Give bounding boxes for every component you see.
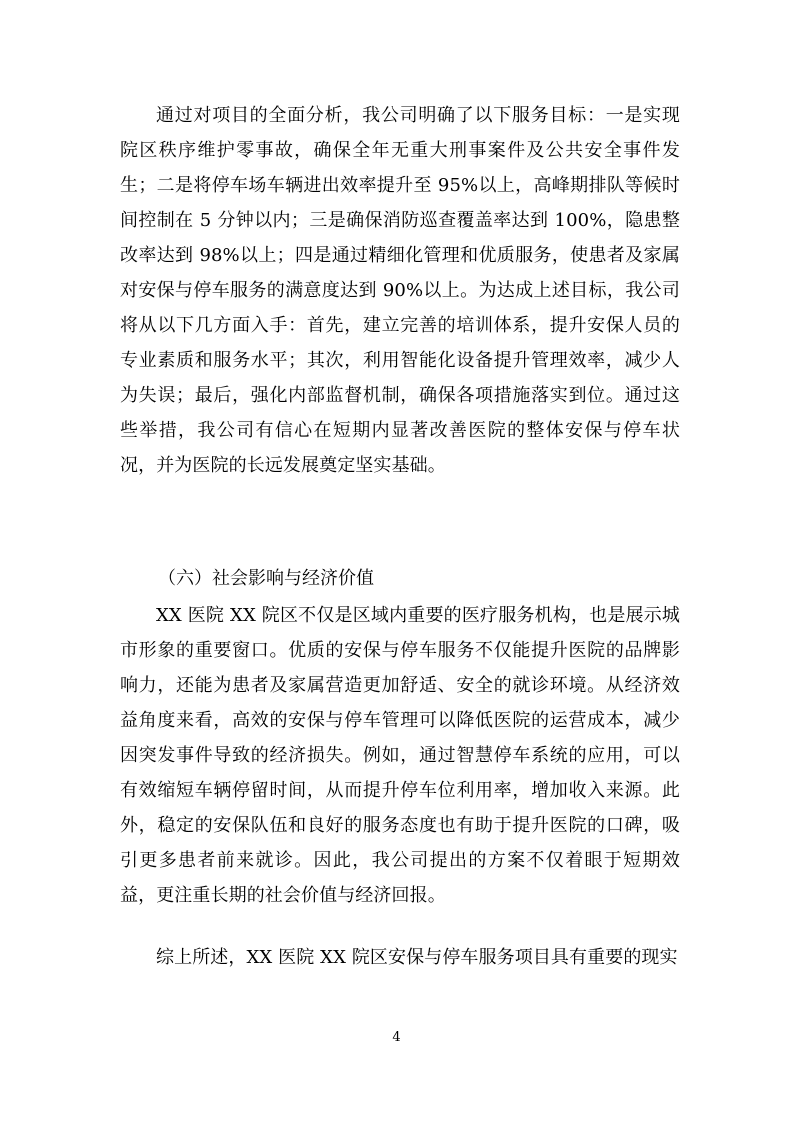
section-heading-social-economic-value: （六）社会影响与经济价值	[158, 568, 374, 589]
body-paragraph-service-goals: 通过对项目的全面分析，我公司明确了以下服务目标：一是实现院区秩序维护零事故，确保全年无重大刑事案件及公共安全事件发生；二是将停车场车辆进出效率提升至 95%以上，高峰期排队等候时间控制在 5 分钟以内；三是确保消防巡查覆盖率达到 100%，隐患整改率达到 98%以上；四是通过精细化管理和优质服务，使患者及家属对安保与停车服务的满意度达到 90%以上。为达成上述目标，我公司将从以下几方面入手：首先，建立完善的培训体系，提升安保人员的专业素质和服务水平；其次，利用智能化设备提升管理效率，减少人为失误；最后，强化内部监督机制，确保各项措施落实到位。通过这些举措，我公司有信心在短期内显著改善医院的整体安保与停车状况，并为医院的长远发展奠定坚实基础。	[120, 105, 680, 476]
page-number: 4	[392, 1030, 401, 1045]
body-paragraph-social-impact: XX 医院 XX 院区不仅是区域内重要的医疗服务机构，也是展示城市形象的重要窗口。优质的安保与停车服务不仅能提升医院的品牌影响力，还能为患者及家属营造更加舒适、安全的就诊环境。从经济效益角度来看，高效的安保与停车管理可以降低医院的运营成本，减少因突发事件导致的经济损失。例如，通过智慧停车系统的应用，可以有效缩短车辆停留时间，从而提升停车位利用率，增加收入来源。此外，稳定的安保队伍和良好的服务态度也有助于提升医院的口碑，吸引更多患者前来就诊。因此，我公司提出的方案不仅着眼于短期效益，更注重长期的社会价值与经济回报。	[120, 605, 680, 906]
body-paragraph-summary: 综上所述，XX 医院 XX 院区安保与停车服务项目具有重要的现实	[156, 947, 678, 968]
